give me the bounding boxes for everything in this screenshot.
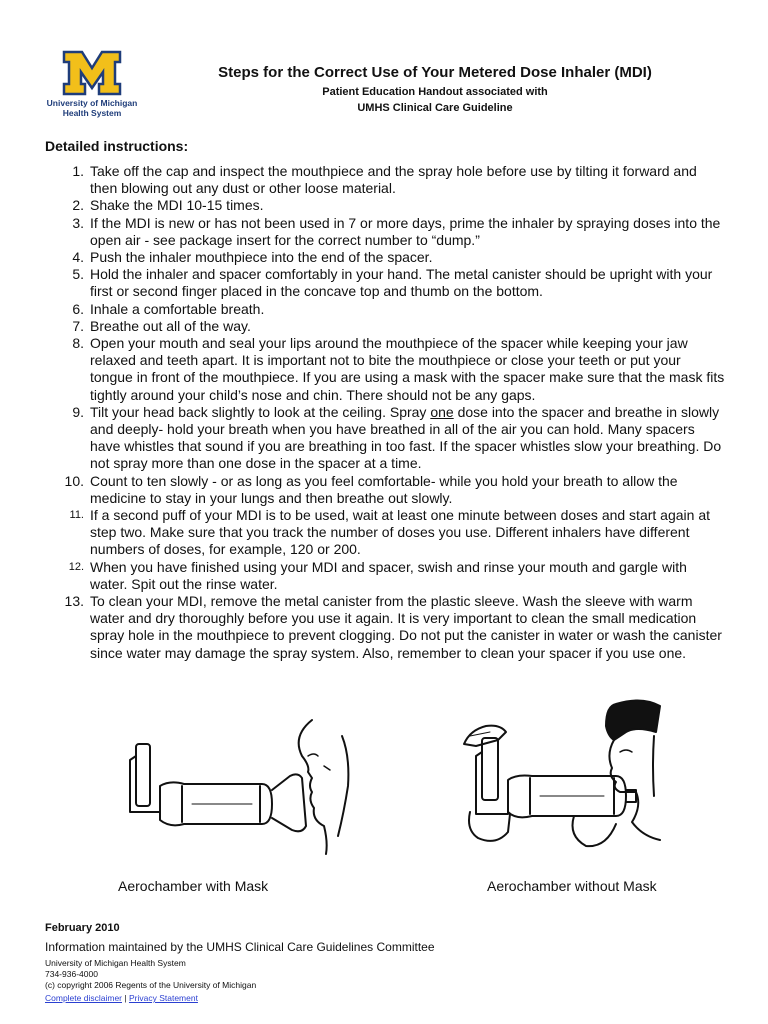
step-text-part: dose into the spacer and breathe in slowly and deeply- hold your breath when you have breathed in all of the air you can hold. Many spacers have whistles that sound if you are breathing in too fast. If the spacer whistles slow your breathing. Do not spray more than one dose in the spacer at a time. [90, 403, 722, 472]
step-text: When you have finished using your MDI and spacer, swish and rinse your mouth and gargle with water. Spit out the rinse water. [90, 558, 687, 592]
list-item [46, 301, 726, 318]
step-number: 4. [72, 249, 84, 266]
subtitle-line1: Patient Education Handout associated with [322, 86, 548, 98]
list-item [46, 335, 726, 404]
step-text: If a second puff of your MDI is to be used, wait at least one minute between doses and start again at step two. Make sure that you track the number of doses you use. Different inhalers have different numbers of doses, for example, 120 or 200. [90, 507, 710, 558]
list-item [46, 197, 726, 214]
list-item [46, 593, 726, 662]
list-item [46, 249, 726, 266]
footer-links [45, 993, 198, 1003]
step-text: Open your mouth and seal your lips around the mouthpiece of the spacer while keeping your jaw relaxed and teeth apart. It is important not to bite the mouthpiece or close your teeth or put your tongue in front of the mouthpiece. If you are using a mask with the spacer make sure that the mask fits tightly around your child’s nose and chin. There should not be any gaps. [90, 335, 725, 403]
step-number: 13. [64, 593, 84, 610]
footer-maintained-by: Information maintained by the UMHS Clinical Care Guidelines Committee [45, 940, 435, 954]
link-separator: | [124, 993, 127, 1003]
step-text: If the MDI is new or has not been used in 7 or more days, prime the inhaler by spraying doses into the open air - see package insert for the correct number to “dump.” [90, 214, 721, 248]
list-item [46, 507, 726, 559]
step-number: 11. [69, 509, 84, 522]
instruction-list [46, 163, 726, 662]
logo-text-line2: Health System [62, 108, 122, 118]
figure-caption-with-mask: Aerochamber with Mask [118, 878, 269, 894]
step-number: 12. [68, 560, 84, 573]
step-number: 1. [72, 163, 84, 179]
step-text: Shake the MDI 10-15 times. [90, 197, 264, 214]
step-text [90, 404, 726, 473]
step-text: Push the inhaler mouthpiece into the end of the spacer. [90, 249, 433, 266]
list-item [46, 404, 726, 473]
logo-text-line1: University of Michigan [46, 98, 138, 108]
disclaimer-link[interactable]: Complete disclaimer [45, 993, 122, 1003]
umhs-logo [40, 50, 144, 122]
step-number: 5. [72, 266, 84, 283]
list-item [46, 215, 726, 249]
list-item [46, 318, 726, 335]
step-text: Breathe out all of the way. [90, 317, 251, 334]
emphasis-one: one [430, 403, 454, 420]
step-text: To clean your MDI, remove the metal canister from the plastic sleeve. Wash the sleeve with warm water and dry thoroughly before you use it again. It is very important to clean the small medication spray hole in the mouthpiece to prevent clogging. Do not put the canister in water or wash the canister since water may damage the spray system. Also, remember to clean your spacer if you use one. [90, 593, 722, 661]
list-item [46, 163, 726, 197]
section-heading: Detailed instructions: [45, 138, 189, 154]
step-text-part: Tilt your head back slightly to look at the ceiling. Spray [90, 403, 431, 420]
footer-date: February 2010 [45, 922, 120, 934]
aerochamber-without-mask-illustration [456, 696, 661, 856]
step-number: 10. [64, 472, 84, 489]
step-number: 7. [72, 317, 84, 334]
step-number: 9. [72, 403, 84, 420]
figure-caption-without-mask: Aerochamber without Mask [487, 878, 657, 894]
footer-org: University of Michigan Health System [45, 958, 186, 968]
list-item [46, 473, 726, 507]
privacy-statement-link[interactable]: Privacy Statement [128, 993, 198, 1003]
list-item [46, 559, 726, 593]
page-title: Steps for the Correct Use of Your Metered Dose Inhaler (MDI) [218, 64, 652, 81]
step-text: Hold the inhaler and spacer comfortably in your hand. The metal canister should be upright with your first or second finger placed in the concave top and thumb on the bottom. [90, 266, 713, 300]
step-number: 3. [72, 214, 84, 231]
subtitle-line2: UMHS Clinical Care Guideline [357, 102, 513, 114]
step-number: 6. [72, 300, 84, 317]
step-number: 8. [72, 335, 84, 352]
block-m-logo-icon [62, 50, 122, 96]
step-text: Inhale a comfortable breath. [90, 300, 265, 317]
step-text: Count to ten slowly - or as long as you feel comfortable- while you hold your breath to allow the medicine to stay in your lungs and then breathe out slowly. [90, 472, 678, 506]
list-item [46, 266, 726, 300]
step-number: 2. [72, 197, 84, 214]
footer-copyright: (c) copyright 2006 Regents of the University of Michigan [45, 980, 257, 990]
footer-phone: 734-936-4000 [45, 969, 98, 979]
step-text: Take off the cap and inspect the mouthpiece and the spray hole before use by tilting it forward and then blowing out any dust or other loose material. [90, 163, 697, 197]
aerochamber-with-mask-illustration [112, 716, 362, 856]
footer-contact [45, 958, 256, 991]
page-subtitle [150, 84, 720, 116]
